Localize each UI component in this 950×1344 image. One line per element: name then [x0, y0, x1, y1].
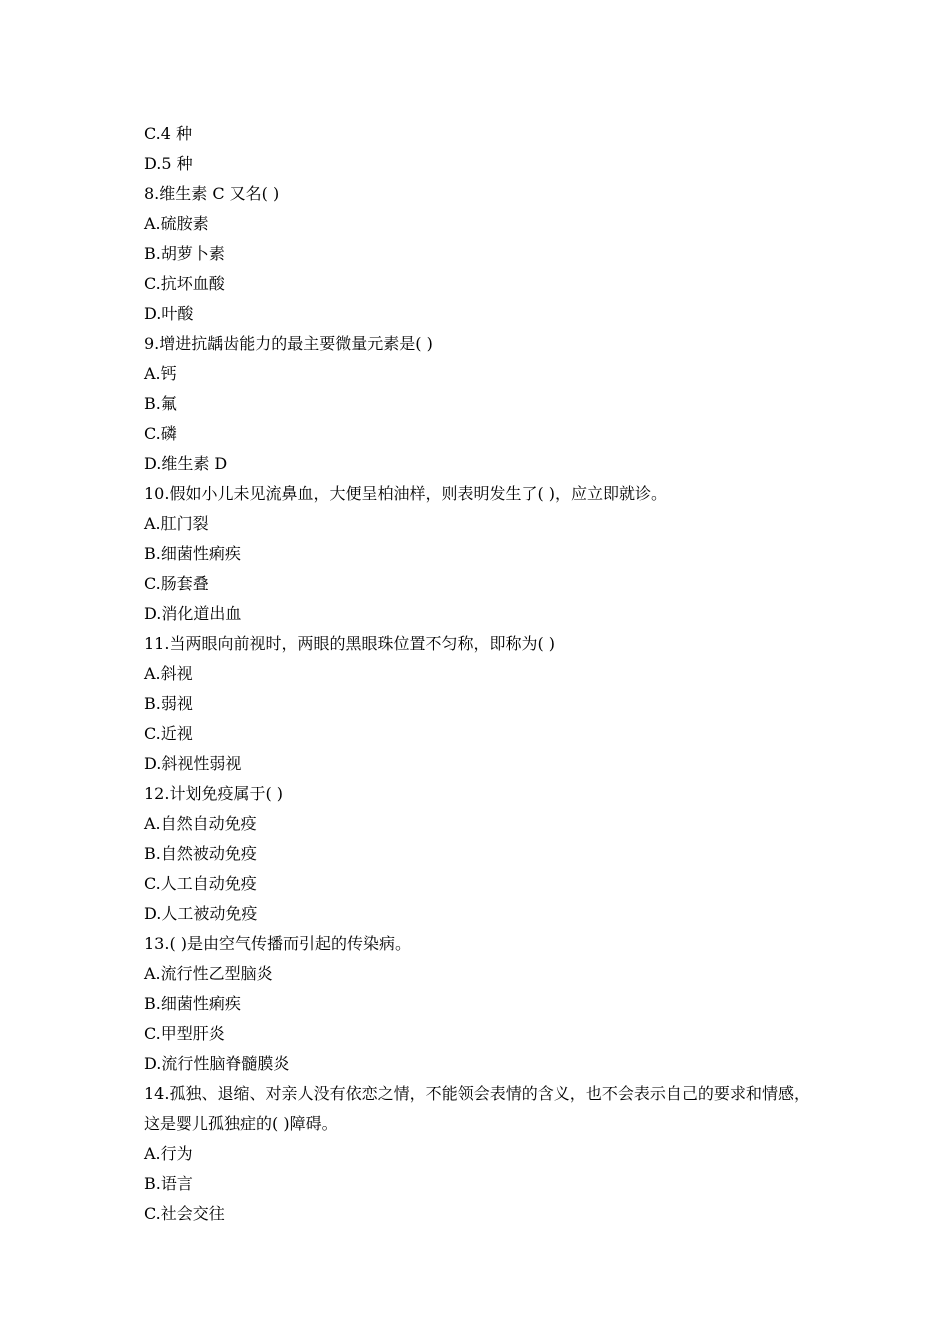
option-a-q13: A.流行性乙型脑炎 — [144, 964, 273, 983]
question-9: 9.增进抗龋齿能力的最主要微量元素是( ) — [144, 334, 433, 353]
option-d-q13: D.流行性脑脊髓膜炎 — [144, 1054, 290, 1073]
question-11: 11.当两眼向前视时，两眼的黑眼珠位置不匀称，即称为( ) — [144, 634, 556, 653]
question-12: 12.计划免疫属于( ) — [144, 784, 284, 803]
option-c-q11: C.近视 — [144, 724, 193, 743]
option-b-q8: B.胡萝卜素 — [144, 244, 225, 263]
option-d-q8: D.叶酸 — [144, 304, 194, 323]
option-a-q11: A.斜视 — [144, 664, 193, 683]
option-c-q13: C.甲型肝炎 — [144, 1024, 225, 1043]
option-a-q9: A.钙 — [144, 364, 177, 383]
option-a-q12: A.自然自动免疫 — [144, 814, 257, 833]
option-c-q9: C.磷 — [144, 424, 177, 443]
question-13: 13.( )是由空气传播而引起的传染病。 — [144, 934, 412, 953]
option-c-q8: C.抗坏血酸 — [144, 274, 225, 293]
option-d-q12: D.人工被动免疫 — [144, 904, 258, 923]
option-b-q13: B.细菌性痢疾 — [144, 994, 241, 1013]
question-14: 14.孤独、退缩、对亲人没有依恋之情，不能领会表情的含义，也不会表示自己的要求和情感，这是婴儿孤独症的( )障碍。 — [144, 1084, 810, 1133]
question-10: 10.假如小儿未见流鼻血，大便呈柏油样，则表明发生了( )，应立即就诊。 — [144, 484, 668, 503]
option-b-q12: B.自然被动免疫 — [144, 844, 257, 863]
option-b-q9: B.氟 — [144, 394, 177, 413]
option-a-q14: A.行为 — [144, 1144, 193, 1163]
option-a-q10: A.肛门裂 — [144, 514, 209, 533]
option-a-q8: A.硫胺素 — [144, 214, 209, 233]
option-c-q12: C.人工自动免疫 — [144, 874, 257, 893]
option-d-q11: D.斜视性弱视 — [144, 754, 242, 773]
option-c-q14: C.社会交往 — [144, 1204, 225, 1223]
option-b-q11: B.弱视 — [144, 694, 193, 713]
question-8: 8.维生素 C 又名( ) — [144, 184, 280, 203]
document-page — [144, 119, 810, 1229]
option-b-q14: B.语言 — [144, 1174, 193, 1193]
option-c-q7: C.4 种 — [144, 124, 193, 143]
option-b-q10: B.细菌性痢疾 — [144, 544, 241, 563]
option-c-q10: C.肠套叠 — [144, 574, 209, 593]
option-d-q7: D.5 种 — [144, 154, 193, 173]
option-d-q9: D.维生素 D — [144, 454, 228, 473]
option-d-q10: D.消化道出血 — [144, 604, 242, 623]
